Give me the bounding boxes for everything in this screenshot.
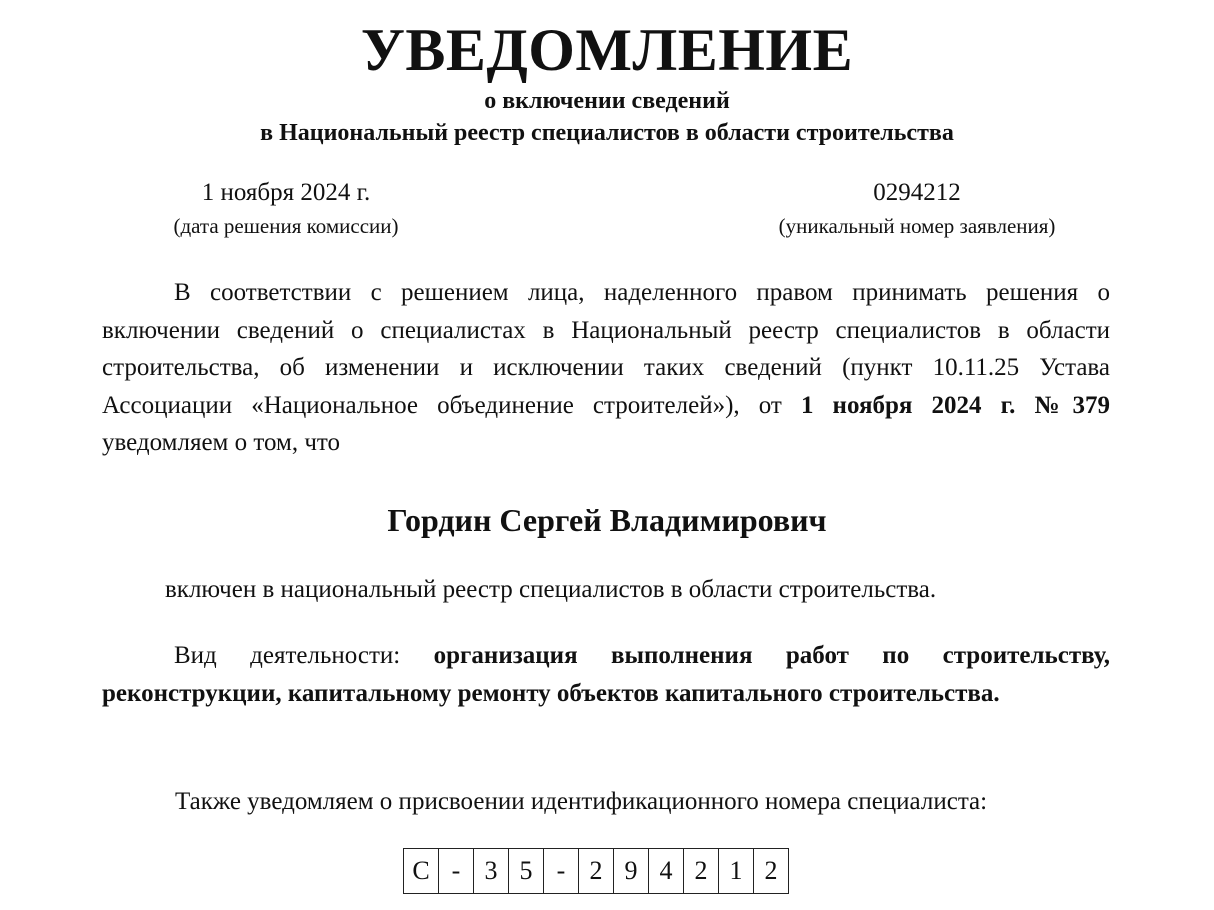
document-title: УВЕДОМЛЕНИЕ: [360, 17, 854, 83]
application-number-caption: (уникальный номер заявления): [778, 214, 1056, 238]
document-subtitle-line1: о включении сведений: [484, 88, 730, 114]
id-cell: 1: [719, 849, 754, 894]
included-statement: включен в национальный реестр специалистов в области строительства.: [165, 576, 937, 603]
id-cell: 4: [649, 849, 684, 894]
id-cell: 9: [614, 849, 649, 894]
id-cell: 2: [684, 849, 719, 894]
activity-value: организация выполнения работ по строительству, реконструкции, капитальному ремонту объектов капитального строительства.: [102, 642, 1110, 707]
decision-date: 1 ноября 2024 г.: [201, 179, 371, 206]
id-cell: -: [544, 849, 579, 894]
specialist-id-table: [403, 848, 789, 894]
activity-label: Вид деятельности:: [174, 642, 434, 669]
id-cell: 3: [474, 849, 509, 894]
intro-text: В соответствии с решением лица, наделенного правом принимать решения о включении сведений о специалистах в Национальный реестр специалистов в области строительства, об изменении и исключении таких сведений (пункт 10.11.25 Устава Ассоциации «Национальное объединение строителей»), от: [102, 279, 1110, 419]
specialist-id-row: [404, 849, 789, 894]
id-cell: 2: [579, 849, 614, 894]
id-cell: -: [439, 849, 474, 894]
decision-reference: 1 ноября 2024 г. №379: [800, 391, 1110, 419]
intro-tail: уведомляем о том, что: [102, 429, 340, 456]
id-intro-text: Также уведомляем о присвоении идентификационного номера специалиста:: [175, 788, 988, 815]
specialist-name: Гордин Сергей Владимирович: [387, 502, 827, 538]
activity-paragraph: [102, 637, 1110, 712]
decision-date-caption: (дата решения комиссии): [173, 214, 399, 238]
id-cell: С: [404, 849, 439, 894]
id-cell: 5: [509, 849, 544, 894]
intro-paragraph: [102, 274, 1110, 462]
document-subtitle-line2: в Национальный реестр специалистов в области строительства: [260, 120, 954, 146]
application-number: 0294212: [873, 179, 961, 206]
id-cell: 2: [754, 849, 789, 894]
